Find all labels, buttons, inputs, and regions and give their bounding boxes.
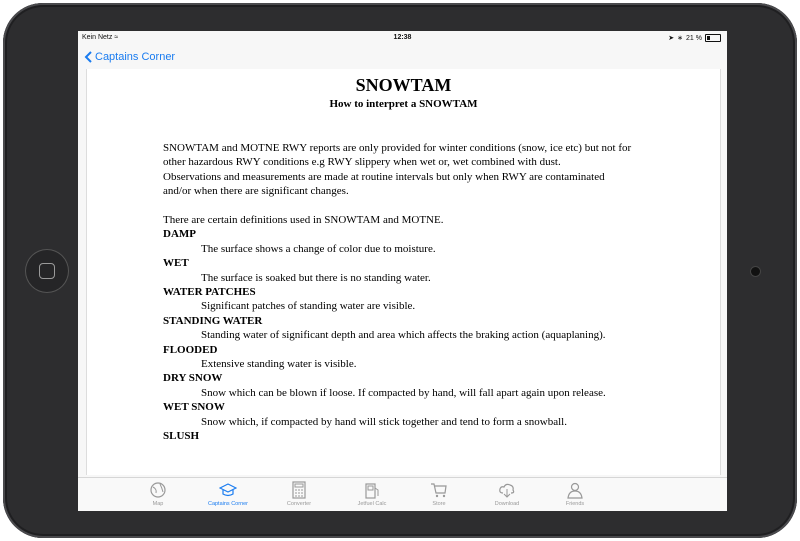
status-time: 12:38 <box>393 34 412 41</box>
document-subtitle: How to interpret a SNOWTAM <box>329 98 478 110</box>
front-camera <box>751 267 760 276</box>
status-bar <box>78 31 727 45</box>
tab-label: Map <box>152 501 164 507</box>
battery-icon <box>705 34 721 42</box>
back-button[interactable] <box>84 51 175 63</box>
fuel-icon <box>363 481 381 499</box>
tab-map[interactable] <box>123 481 193 507</box>
location-icon: ➤ <box>668 35 675 42</box>
graduation-cap-icon <box>219 481 237 499</box>
tab-captains-corner[interactable] <box>193 481 263 507</box>
chevron-left-icon <box>84 51 92 63</box>
definition-term: DAMP <box>163 228 196 241</box>
tab-friends[interactable] <box>540 481 610 507</box>
tab-label: Download <box>494 501 520 507</box>
document-body <box>163 141 633 444</box>
definition-term: WATER PATCHES <box>163 286 256 299</box>
tab-converter[interactable] <box>264 481 334 507</box>
definition-term: DRY SNOW <box>163 372 223 385</box>
home-square-icon <box>39 263 55 279</box>
battery-percent: 21 % <box>686 34 702 42</box>
definitions-intro: There are certain definitions used in SNOWTAM and MOTNE. <box>163 214 444 227</box>
tab-label: Converter <box>286 501 312 507</box>
tab-label: Friends <box>565 501 585 507</box>
definition-term: WET <box>163 257 189 270</box>
tab-label: Store <box>432 501 446 507</box>
definition-term: WET SNOW <box>163 401 225 414</box>
definition-text: Snow which, if compacted by hand will stick together and tend to form a snowball. <box>201 415 567 428</box>
calculator-icon <box>290 481 308 499</box>
definitions-list <box>163 227 633 443</box>
definition-text: Extensive standing water is visible. <box>201 358 357 371</box>
people-icon <box>566 481 584 499</box>
carrier-label: Kein Netz <box>82 34 113 41</box>
definition-term: SLUSH <box>163 430 200 443</box>
intro-paragraph-1: SNOWTAM and MOTNE RWY reports are only provided for winter conditions (snow, ice etc) but not for other hazardous RWY conditions e.g RWY slippery when wet or, wet combined with dust. <box>163 142 632 169</box>
document-title: SNOWTAM <box>355 75 452 95</box>
home-button[interactable] <box>25 249 69 293</box>
screen <box>78 31 727 511</box>
status-right <box>668 34 721 42</box>
wifi-icon: ≈ <box>114 34 119 41</box>
tab-label: Captains Corner <box>207 501 249 507</box>
globe-icon <box>149 481 167 499</box>
intro-paragraph-2: Observations and measurements are made at routine intervals but only when RWY are contaminated and/or when there are significant changes. <box>163 170 605 198</box>
tab-download[interactable] <box>472 481 542 507</box>
cart-icon <box>430 481 448 499</box>
cloud-download-icon <box>498 481 516 499</box>
tab-store[interactable] <box>404 481 474 507</box>
definition-text: Standing water of significant depth and area which affects the braking action (aquaplaning). <box>201 329 606 342</box>
tab-bar <box>78 477 727 511</box>
definition-term: STANDING WATER <box>163 314 263 327</box>
document-view[interactable] <box>86 69 721 475</box>
definition-term: FLOODED <box>163 343 218 356</box>
bluetooth-icon: ∗ <box>677 35 684 42</box>
definition-text: Significant patches of standing water are visible. <box>201 300 416 313</box>
back-button-label: Captains Corner <box>95 51 176 63</box>
definition-text: The surface shows a change of color due to moisture. <box>201 242 436 255</box>
tab-label: Jetfuel Calc <box>357 501 387 507</box>
definition-text: The surface is soaked but there is no standing water. <box>201 271 431 284</box>
tab-jetfuel-calc[interactable] <box>337 481 407 507</box>
definition-text: Snow which can be blown if loose. If compacted by hand, will fall apart again upon release. <box>201 386 606 399</box>
battery-level <box>707 36 710 40</box>
